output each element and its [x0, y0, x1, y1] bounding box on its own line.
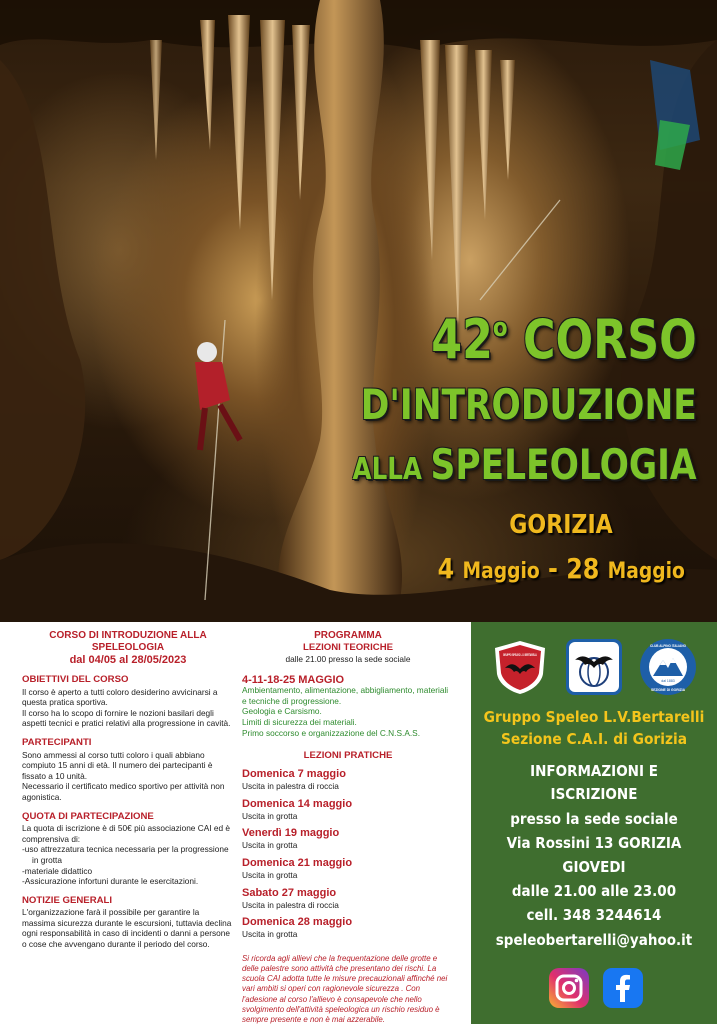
practice-lesson-place: Uscita in grotta: [242, 810, 298, 821]
fee-text-3: -materiale didattico: [22, 865, 93, 876]
theory-heading: LEZIONI TEORICHE: [302, 642, 394, 653]
practice-heading: LEZIONI PRATICHE: [303, 750, 393, 762]
course-header-line2: SPELEOLOGIA: [91, 642, 165, 653]
course-title-number: 42$^o$ CORSO: [431, 308, 697, 371]
logo1-text: GRUPPO SPELEO L.V. BERTARELLI: [503, 652, 537, 657]
theory-topic-4: Primo soccorso e organizzazione del C.N.S.A.S.: [242, 727, 420, 738]
course-details-column: [22, 630, 234, 950]
practice-lesson: [242, 827, 454, 851]
club-alpino-italiano-badge-icon: [639, 638, 697, 696]
practice-lesson: [242, 916, 454, 940]
info-day: GIOVEDI: [562, 858, 626, 876]
objectives-text-1: Il corso è aperto a tutti coloro desiderino avvicinarsi a questa pratica sportiva.: [22, 686, 218, 708]
practice-lesson-place: Uscita in palestra di roccia: [242, 781, 339, 792]
practice-lesson: [242, 887, 454, 911]
theory-dates: 4-11-18-25 MAGGIO: [242, 673, 345, 686]
participants-heading: PARTECIPANTI: [22, 736, 92, 748]
speleo-group-badge-icon: [491, 638, 549, 696]
practice-lesson-date: Domenica 21 maggio: [242, 856, 353, 869]
course-dates: 4 Maggio - 28 Maggio: [437, 552, 685, 585]
course-title-line3: ALLA SPELEOLOGIA: [352, 440, 697, 489]
practice-lesson-place: Uscita in grotta: [242, 840, 298, 851]
risk-notice: Si ricorda agli allievi che la frequentazione delle grotte e delle palestre sono attività che presentano dei rischi. La scuola CAI adotta tutte le misure precauzionali affinché nei vari ambiti si operi con ragionevole sicurezza . Con l'adesione al corso l'allievo è consapevole che nello svolgimento dell'attività speleologica un rischio residuo è sempre presente e non è mai azzerabile.: [242, 953, 448, 1024]
info-hours: dalle 21.00 alle 23.00: [511, 882, 677, 900]
program-column: [242, 630, 454, 1033]
bat-globe-badge-icon: [565, 638, 623, 696]
practice-lesson-date: Domenica 28 maggio: [242, 916, 353, 929]
info-address: Via Rossini 13 GORIZIA: [506, 834, 682, 852]
info-phone[interactable]: cell. 348 3244614: [526, 906, 662, 924]
practice-lesson-date: Domenica 7 maggio: [242, 768, 346, 781]
info-title-line2: ISCRIZIONE: [550, 785, 638, 803]
info-title-line1: INFORMAZIONI E: [530, 762, 658, 780]
theory-topic-3: Limiti di sicurezza dei materiali.: [242, 716, 357, 727]
cai-section-name: Sezione C.A.I. di Gorizia: [500, 730, 688, 748]
fee-text-4: -Assicurazione infortuni durante le esercitazioni.: [22, 876, 199, 887]
practice-lesson-date: Sabato 27 maggio: [242, 886, 337, 899]
practice-lesson-date: Venerdì 19 maggio: [242, 827, 340, 840]
practice-lesson-place: Uscita in palestra di roccia: [242, 899, 339, 910]
info-location: presso la sede sociale: [510, 810, 678, 828]
fee-heading: QUOTA DI PARTECIPAZIONE: [22, 810, 154, 822]
logo3-founded-text: dal 1883: [661, 679, 675, 683]
practice-lesson: [242, 857, 454, 881]
course-header-dates: dal 04/05 al 28/05/2023: [69, 654, 187, 666]
practice-lesson-date: Domenica 14 maggio: [242, 797, 353, 810]
fee-text-1: La quota di iscrizione è di 50€ più associazione CAI ed è comprensiva di:: [22, 823, 231, 844]
course-title-line2: D'INTRODUZIONE: [360, 380, 697, 429]
practice-lesson-place: Uscita in grotta: [242, 929, 298, 940]
info-email[interactable]: speleobertarelli@yahoo.it: [495, 931, 693, 949]
practice-lesson-place: Uscita in grotta: [242, 869, 298, 880]
course-header-line1: CORSO DI INTRODUZIONE ALLA: [49, 630, 207, 641]
group-name: Gruppo Speleo L.V.Bertarelli: [483, 708, 705, 726]
city-label: GORIZIA: [509, 510, 613, 540]
objectives-text-2: Il corso ha lo scopo di fornire le nozioni basilari degli aspetti tecnici e pratici relativi alla progressione in cavità.: [22, 707, 231, 729]
participants-text-2: Necessario il certificato medico sportivo per attività non agonistica.: [22, 781, 225, 802]
theory-time: dalle 21.00 presso la sede sociale: [285, 654, 411, 664]
general-news-text: L'organizzazione farà il possibile per garantire la massima sicurezza durante le escursioni, tuttavia declina ogni responsabilità in caso di incidenti o danni a persone o cose che avvengano durante il periodo del corso.: [22, 907, 232, 950]
fee-text-2: -uso attrezzatura tecnica necessaria per la progressione in grotta: [22, 844, 229, 865]
logo3-top-text: CLUB ALPINO ITALIANO: [650, 643, 686, 648]
participants-text-1: Sono ammessi al corso tutti coloro i quali abbiano compiuto 15 anni di età. Il numero dei partecipanti è fissato a 10 unità.: [22, 749, 213, 781]
facebook-icon[interactable]: [603, 968, 643, 1008]
info-panel: [471, 622, 717, 1024]
program-heading: PROGRAMMA: [314, 630, 382, 641]
theory-topic-1: Ambientamento, alimentazione, abbigliamento, materiali e tecniche di progressione.: [242, 685, 449, 706]
practice-lesson: [242, 768, 454, 792]
objectives-heading: OBIETTIVI DEL CORSO: [22, 674, 129, 685]
practice-lesson: [242, 798, 454, 822]
instagram-icon[interactable]: [549, 968, 589, 1008]
theory-topic-2: Geologia e Carsismo.: [242, 706, 322, 717]
general-news-heading: NOTIZIE GENERALI: [22, 894, 113, 906]
logo3-bottom-text: SEZIONE DI GORIZIA: [651, 687, 686, 692]
